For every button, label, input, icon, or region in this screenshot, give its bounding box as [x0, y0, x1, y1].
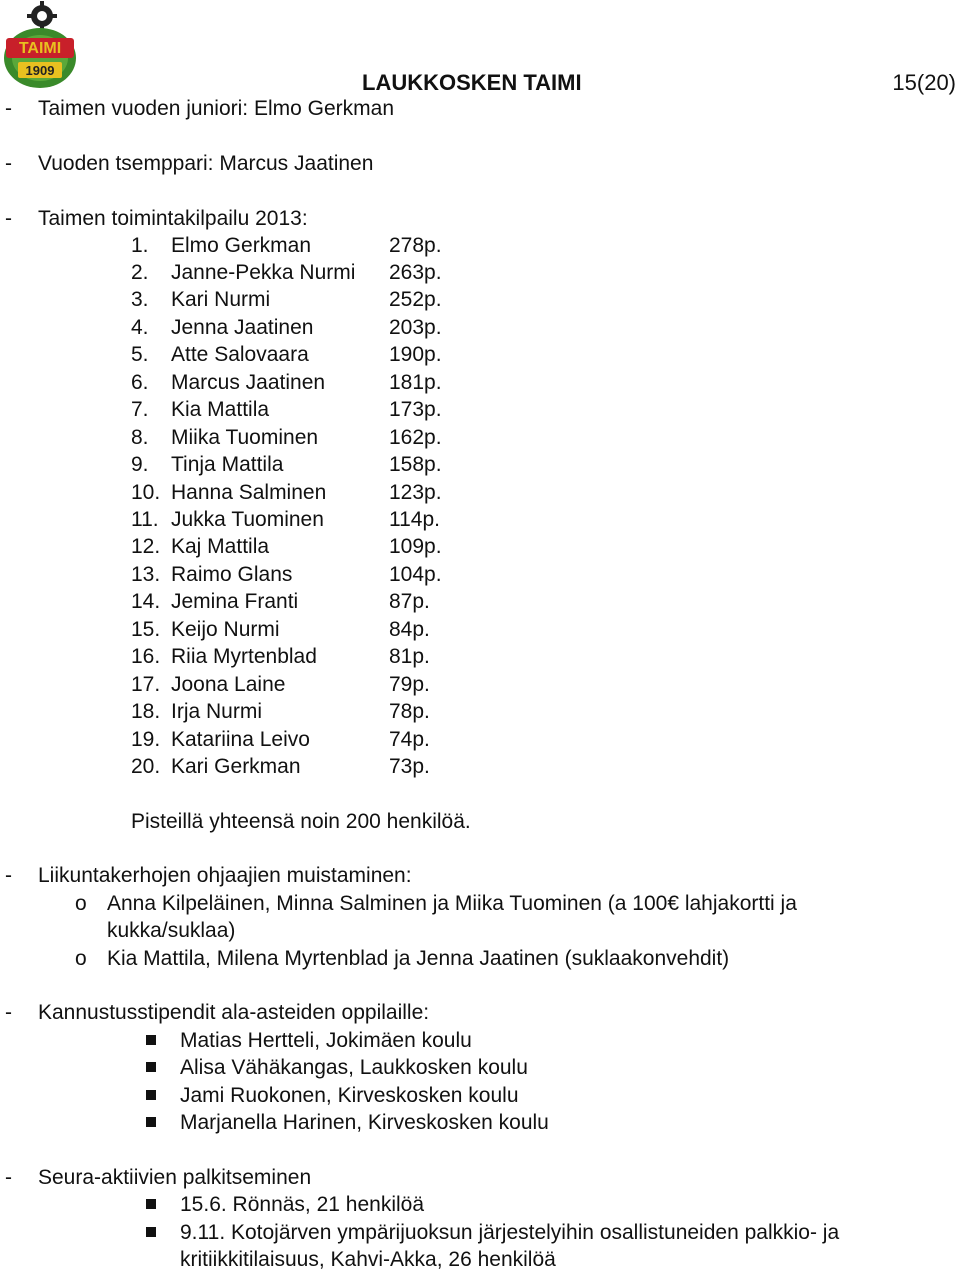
rank-points: 109p. [389, 535, 442, 558]
kannustus-item [180, 1082, 519, 1109]
ranking-row [131, 286, 442, 313]
rank-points: 79p. [389, 673, 430, 696]
list-dash: - [5, 152, 12, 175]
kannustus-item [180, 1054, 528, 1081]
rank-position: 8. [131, 426, 149, 449]
rank-position: 12. [131, 535, 161, 558]
rank-points: 158p. [389, 453, 442, 476]
rank-position: 14. [131, 590, 161, 613]
ranking-row [131, 753, 430, 780]
kannustus-item-text: Marjanella Harinen, Kirveskosken koulu [180, 1111, 549, 1134]
rank-name: Jemina Franti [171, 590, 299, 613]
rank-points: 84p. [389, 618, 430, 641]
list-dash: - [5, 864, 12, 887]
rank-name: Riia Myrtenblad [171, 645, 317, 668]
rank-points: 181p. [389, 371, 442, 394]
document-header-title: LAUKKOSKEN TAIMI [362, 70, 582, 95]
rank-position: 7. [131, 398, 149, 421]
rank-name: Katariina Leivo [171, 728, 310, 751]
rank-position: 4. [131, 316, 149, 339]
ranking-note: Pisteillä yhteensä noin 200 henkilöä. [131, 810, 471, 833]
seura-item-text: 15.6. Rönnäs, 21 henkilöä [180, 1193, 425, 1216]
seura-item [180, 1191, 424, 1218]
rank-points: 114p. [389, 508, 440, 531]
rank-points: 278p. [389, 234, 442, 257]
club-logo [0, 0, 80, 92]
tsemppari-of-year: Vuoden tsemppari: Marcus Jaatinen [38, 152, 374, 175]
rank-position: 5. [131, 343, 149, 366]
list-dash: - [5, 1001, 12, 1024]
junior-of-year: Taimen vuoden juniori: Elmo Gerkman [38, 97, 394, 120]
ranking-row [131, 561, 442, 588]
rank-points: 74p. [389, 728, 430, 751]
logo-year: 1909 [25, 63, 55, 78]
rank-position: 6. [131, 371, 149, 394]
list-dash: - [5, 1166, 12, 1189]
rank-position: 15. [131, 618, 161, 641]
rank-position: 2. [131, 261, 149, 284]
gear-icon [27, 1, 57, 31]
seura-item-text: 9.11. Kotojärven ympärijuoksun järjestelyihin osallistuneiden palkkio- ja [180, 1221, 840, 1244]
rank-name: Tinja Mattila [171, 453, 284, 476]
rank-name: Janne-Pekka Nurmi [171, 261, 356, 284]
rank-points: 123p. [389, 481, 442, 504]
rank-name: Marcus Jaatinen [171, 371, 326, 394]
logo-text: TAIMI [18, 40, 62, 57]
list-dash: - [5, 97, 12, 120]
rank-points: 78p. [389, 700, 430, 723]
square-bullet [146, 1035, 156, 1045]
seura-item-continuation: kritiikkitilaisuus, Kahvi-Akka, 26 henkilöä [180, 1248, 556, 1271]
rank-position: 16. [131, 645, 161, 668]
rank-name: Kaj Mattila [171, 535, 270, 558]
kannustus-item [180, 1027, 472, 1054]
seura-item [180, 1219, 839, 1246]
rank-name: Raimo Glans [171, 563, 293, 586]
square-bullet [146, 1117, 156, 1127]
ranking-row [131, 232, 442, 259]
rank-name: Elmo Gerkman [171, 234, 312, 257]
liikunta-item [75, 945, 730, 972]
page-number: 15(20) [892, 70, 956, 95]
ranking-row [131, 726, 430, 753]
ranking-row [131, 424, 442, 451]
rank-name: Irja Nurmi [171, 700, 263, 723]
ranking-row [131, 479, 442, 506]
rank-position: 17. [131, 673, 161, 696]
liikunta-item-text: Kia Mattila, Milena Myrtenblad ja Jenna Jaatinen (suklaakonvehdit) [107, 947, 730, 970]
rank-points: 73p. [389, 755, 430, 778]
seura-heading: Seura-aktiivien palkitseminen [38, 1166, 312, 1189]
rank-name: Atte Salovaara [171, 343, 309, 366]
rank-points: 203p. [389, 316, 442, 339]
rank-name: Keijo Nurmi [171, 618, 280, 641]
rank-name: Miika Tuominen [171, 426, 319, 449]
ranking-row [131, 616, 430, 643]
ranking-row [131, 643, 430, 670]
ranking-row [131, 396, 442, 423]
kannustus-item-text: Alisa Vähäkangas, Laukkosken koulu [180, 1056, 528, 1079]
ranking-row [131, 259, 442, 286]
rank-name: Kia Mattila [171, 398, 270, 421]
liikunta-heading: Liikuntakerhojen ohjaajien muistaminen: [38, 864, 412, 887]
rank-position: 13. [131, 563, 161, 586]
ranking-row [131, 671, 430, 698]
circle-bullet: o [75, 947, 87, 970]
rank-points: 173p. [389, 398, 442, 421]
rank-position: 10. [131, 481, 161, 504]
square-bullet [146, 1090, 156, 1100]
kannustus-heading: Kannustusstipendit ala-asteiden oppilaille: [38, 1001, 430, 1024]
rank-points: 87p. [389, 590, 430, 613]
liikunta-item-text: Anna Kilpeläinen, Minna Salminen ja Miika Tuominen (a 100€ lahjakortti ja [107, 892, 797, 915]
competition-heading: Taimen toimintakilpailu 2013: [38, 207, 308, 230]
liikunta-item [75, 890, 797, 917]
rank-position: 19. [131, 728, 161, 751]
ranking-row [131, 506, 440, 533]
rank-points: 252p. [389, 288, 442, 311]
ranking-row [131, 698, 430, 725]
rank-position: 1. [131, 234, 149, 257]
circle-bullet: o [75, 892, 87, 915]
ranking-row [131, 533, 442, 560]
ranking-row [131, 314, 442, 341]
kannustus-item-text: Matias Hertteli, Jokimäen koulu [180, 1029, 472, 1052]
rank-name: Hanna Salminen [171, 481, 327, 504]
rank-points: 162p. [389, 426, 442, 449]
kannustus-item [180, 1109, 549, 1136]
ranking-row [131, 451, 442, 478]
rank-position: 9. [131, 453, 149, 476]
square-bullet [146, 1227, 156, 1237]
rank-name: Joona Laine [171, 673, 286, 696]
rank-name: Kari Gerkman [171, 755, 301, 778]
kannustus-item-text: Jami Ruokonen, Kirveskosken koulu [180, 1084, 519, 1107]
rank-name: Kari Nurmi [171, 288, 271, 311]
rank-position: 20. [131, 755, 161, 778]
rank-name: Jukka Tuominen [171, 508, 324, 531]
rank-position: 3. [131, 288, 149, 311]
ranking-row [131, 369, 442, 396]
rank-position: 18. [131, 700, 161, 723]
rank-points: 104p. [389, 563, 442, 586]
ranking-row [131, 588, 430, 615]
list-dash: - [5, 207, 12, 230]
square-bullet [146, 1199, 156, 1209]
ranking-row [131, 341, 442, 368]
rank-points: 263p. [389, 261, 442, 284]
rank-position: 11. [131, 508, 159, 531]
rank-points: 81p. [389, 645, 430, 668]
rank-points: 190p. [389, 343, 442, 366]
liikunta-item-continuation: kukka/suklaa) [107, 919, 236, 942]
rank-name: Jenna Jaatinen [171, 316, 314, 339]
square-bullet [146, 1062, 156, 1072]
